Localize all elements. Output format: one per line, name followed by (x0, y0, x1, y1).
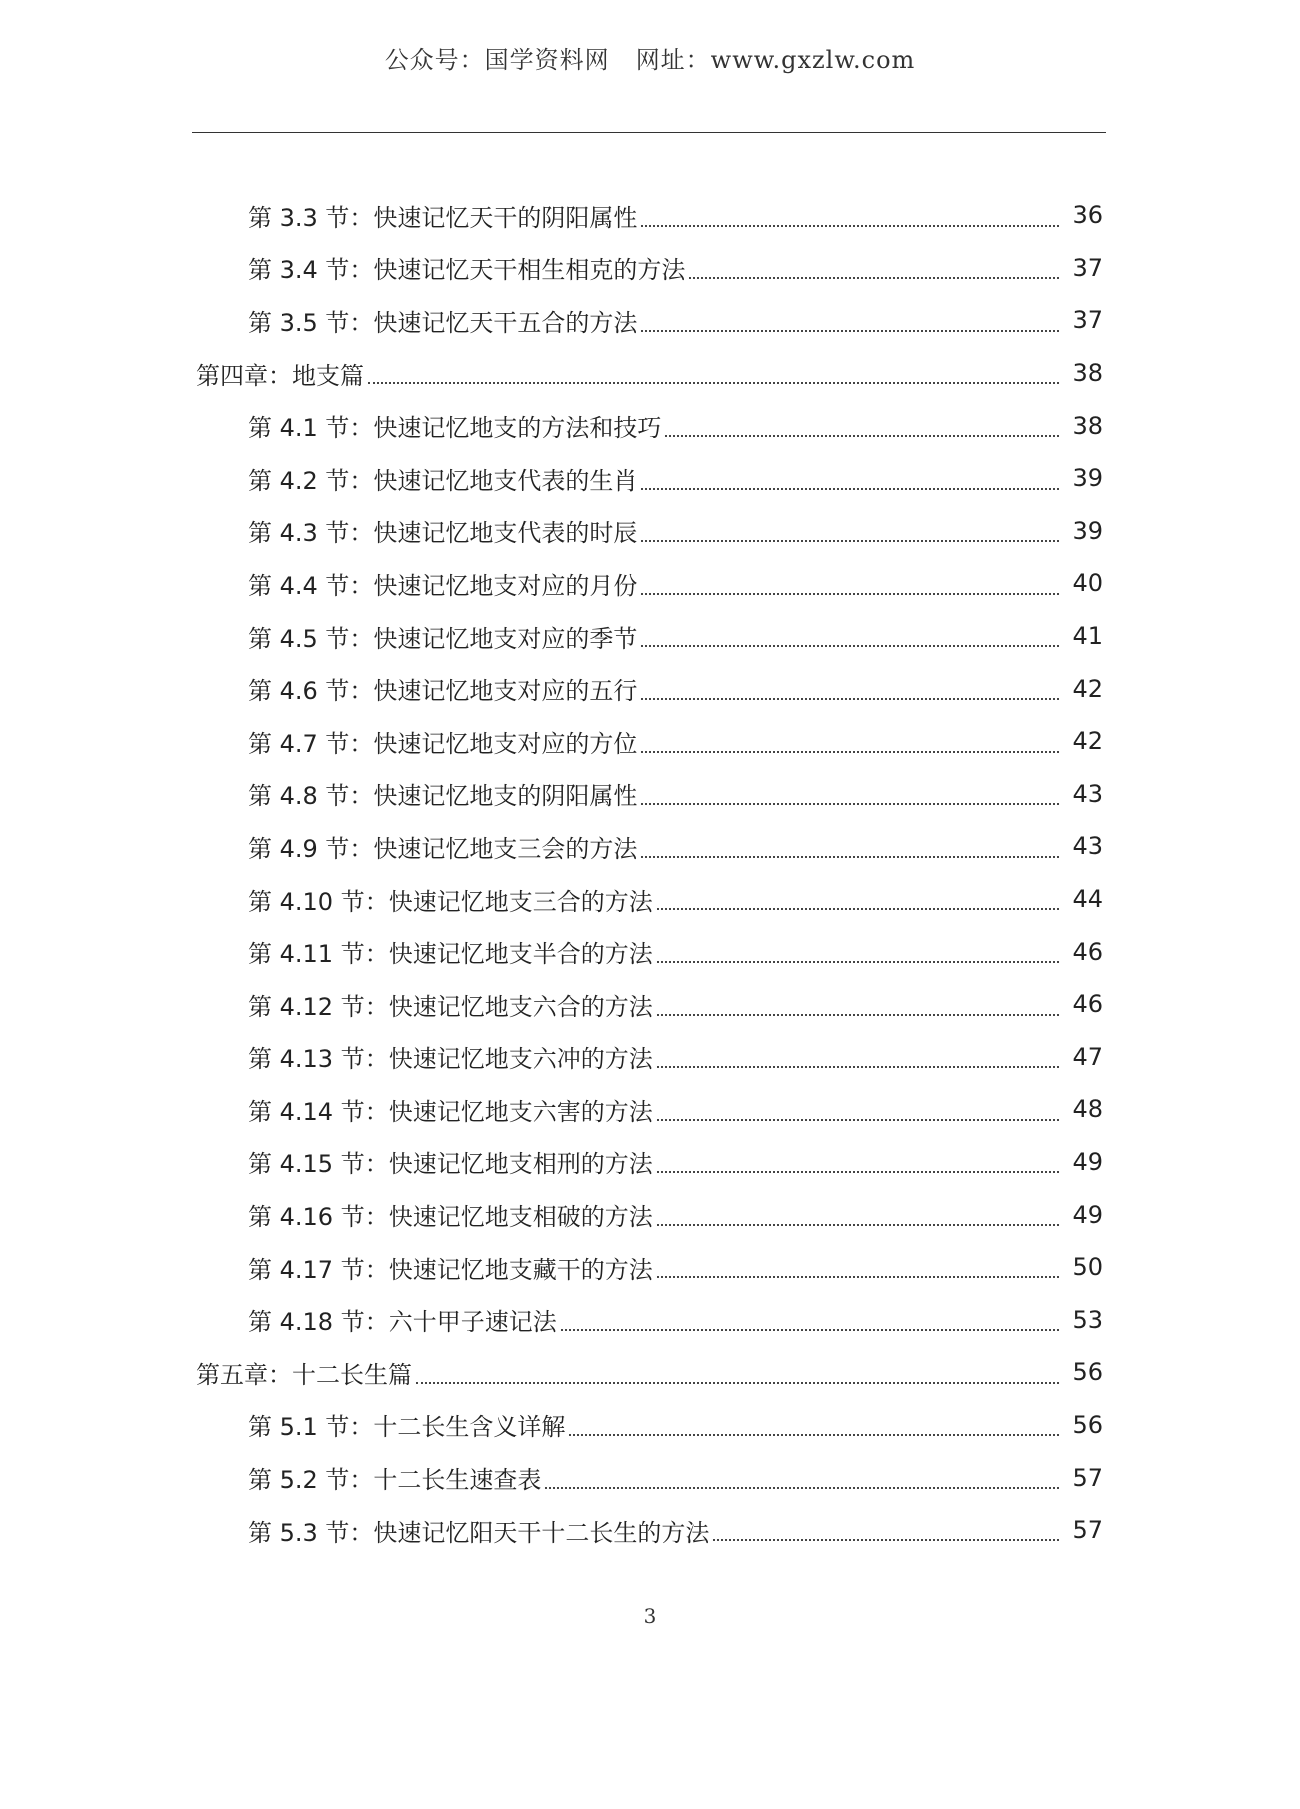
toc-dot-leader (569, 1434, 1059, 1436)
toc-entry-title: 第 4.5 节：快速记忆地支对应的季节 (248, 624, 638, 653)
toc-entry-title: 第 4.16 节：快速记忆地支相破的方法 (248, 1203, 653, 1232)
toc-section-entry[interactable] (0, 768, 1300, 821)
toc-section-entry[interactable] (0, 820, 1300, 873)
toc-entry-page: 49 (1072, 1200, 1103, 1229)
toc-dot-leader (657, 1276, 1059, 1278)
toc-entry-title: 第 4.7 节：快速记忆地支对应的方位 (248, 729, 638, 758)
page-header (0, 40, 1300, 75)
toc-dot-leader (641, 751, 1059, 753)
toc-section-entry[interactable] (0, 1293, 1300, 1346)
toc-entry-page: 37 (1072, 306, 1103, 335)
toc-dot-leader (545, 1487, 1059, 1489)
page-number: 3 (643, 1604, 657, 1628)
toc-section-entry[interactable] (0, 610, 1300, 663)
toc-entry-page: 57 (1072, 1463, 1103, 1492)
toc-dot-leader (641, 856, 1059, 858)
toc-section-entry[interactable] (0, 1136, 1300, 1189)
toc-entry-title: 第 4.18 节：六十甲子速记法 (248, 1308, 557, 1337)
toc-section-entry[interactable] (0, 399, 1300, 452)
toc-entry-title: 第 4.13 节：快速记忆地支六冲的方法 (248, 1045, 653, 1074)
toc-dot-leader (641, 540, 1059, 542)
toc-dot-leader (641, 593, 1059, 595)
toc-entry-title: 第 3.5 节：快速记忆天干五合的方法 (248, 308, 638, 337)
toc-section-entry[interactable] (0, 1399, 1300, 1452)
toc-section-entry[interactable] (0, 452, 1300, 505)
toc-entry-page: 50 (1072, 1253, 1103, 1282)
toc-dot-leader (641, 698, 1059, 700)
toc-entry-page: 56 (1072, 1410, 1103, 1439)
toc-dot-leader (689, 277, 1059, 279)
toc-section-entry[interactable] (0, 1451, 1300, 1504)
toc-entry-page: 43 (1072, 832, 1103, 861)
toc-entry-title: 第 4.11 节：快速记忆地支半合的方法 (248, 940, 653, 969)
toc-entry-title: 第 4.8 节：快速记忆地支的阴阳属性 (248, 782, 638, 811)
toc-entry-page: 41 (1072, 622, 1103, 651)
toc-section-entry[interactable] (0, 505, 1300, 558)
toc-dot-leader (561, 1329, 1059, 1331)
toc-entry-title: 第 4.17 节：快速记忆地支藏干的方法 (248, 1255, 653, 1284)
toc-entry-page: 42 (1072, 674, 1103, 703)
toc-entry-page: 46 (1072, 937, 1103, 966)
toc-entry-title: 第 4.4 节：快速记忆地支对应的月份 (248, 571, 638, 600)
toc-section-entry[interactable] (0, 1504, 1300, 1557)
toc-dot-leader (416, 1382, 1059, 1384)
toc-entry-page: 38 (1072, 359, 1103, 388)
toc-entry-page: 40 (1072, 569, 1103, 598)
toc-dot-leader (665, 435, 1059, 437)
toc-entry-page: 49 (1072, 1147, 1103, 1176)
toc-chapter-entry[interactable] (0, 347, 1300, 400)
toc-entry-title: 第 5.2 节：十二长生速查表 (248, 1466, 542, 1495)
toc-entry-title: 第 4.9 节：快速记忆地支三会的方法 (248, 834, 638, 863)
toc-dot-leader (657, 1014, 1059, 1016)
toc-section-entry[interactable] (0, 715, 1300, 768)
toc-entry-title: 第 4.1 节：快速记忆地支的方法和技巧 (248, 414, 662, 443)
toc-dot-leader (641, 803, 1059, 805)
toc-entry-title: 第 4.15 节：快速记忆地支相刑的方法 (248, 1150, 653, 1179)
toc-entry-title: 第 4.10 节：快速记忆地支三合的方法 (248, 887, 653, 916)
toc-dot-leader (641, 488, 1059, 490)
toc-entry-page: 42 (1072, 727, 1103, 756)
toc-section-entry[interactable] (0, 1031, 1300, 1084)
toc-dot-leader (641, 225, 1059, 227)
toc-dot-leader (641, 330, 1059, 332)
toc-entry-page: 53 (1072, 1305, 1103, 1334)
toc-dot-leader (713, 1539, 1059, 1541)
header-divider (192, 132, 1106, 133)
toc-entry-title: 第 4.2 节：快速记忆地支代表的生肖 (248, 466, 638, 495)
toc-section-entry[interactable] (0, 1241, 1300, 1294)
toc-entry-title: 第四章：地支篇 (196, 361, 364, 390)
toc-dot-leader (657, 1066, 1059, 1068)
toc-entry-page: 39 (1072, 516, 1103, 545)
toc-entry-title: 第 4.6 节：快速记忆地支对应的五行 (248, 677, 638, 706)
toc-entry-page: 56 (1072, 1358, 1103, 1387)
toc-section-entry[interactable] (0, 873, 1300, 926)
toc-dot-leader (641, 645, 1059, 647)
toc-entry-title: 第 4.12 节：快速记忆地支六合的方法 (248, 992, 653, 1021)
toc-entry-title: 第 3.4 节：快速记忆天干相生相克的方法 (248, 256, 686, 285)
toc-section-entry[interactable] (0, 189, 1300, 242)
toc-entry-page: 44 (1072, 885, 1103, 914)
toc-chapter-entry[interactable] (0, 1346, 1300, 1399)
toc-dot-leader (368, 382, 1059, 384)
toc-entry-title: 第 4.14 节：快速记忆地支六害的方法 (248, 1097, 653, 1126)
toc-entry-title: 第五章：十二长生篇 (196, 1360, 412, 1389)
toc-section-entry[interactable] (0, 662, 1300, 715)
toc-entry-page: 57 (1072, 1516, 1103, 1545)
toc-entry-title: 第 3.3 节：快速记忆天干的阴阳属性 (248, 203, 638, 232)
toc-entry-page: 39 (1072, 464, 1103, 493)
toc-entry-page: 47 (1072, 1042, 1103, 1071)
toc-entry-title: 第 4.3 节：快速记忆地支代表的时辰 (248, 519, 638, 548)
toc-entry-page: 36 (1072, 201, 1103, 230)
toc-section-entry[interactable] (0, 557, 1300, 610)
toc-entry-page: 38 (1072, 411, 1103, 440)
toc-section-entry[interactable] (0, 1083, 1300, 1136)
toc-dot-leader (657, 1119, 1059, 1121)
toc-entry-title: 第 5.3 节：快速记忆阳天干十二长生的方法 (248, 1518, 710, 1547)
toc-dot-leader (657, 1224, 1059, 1226)
toc-section-entry[interactable] (0, 242, 1300, 295)
toc-entry-page: 43 (1072, 779, 1103, 808)
header-account-name: 公众号：国学资料网 (384, 46, 610, 74)
toc-section-entry[interactable] (0, 978, 1300, 1031)
table-of-contents (0, 189, 1300, 1556)
toc-entry-page: 46 (1072, 990, 1103, 1019)
header-website: 网址：www.gxzlw.com (635, 46, 916, 74)
toc-entry-page: 48 (1072, 1095, 1103, 1124)
toc-dot-leader (657, 908, 1059, 910)
toc-section-entry[interactable] (0, 1188, 1300, 1241)
toc-dot-leader (657, 961, 1059, 963)
toc-entry-title: 第 5.1 节：十二长生含义详解 (248, 1413, 566, 1442)
toc-dot-leader (657, 1171, 1059, 1173)
toc-section-entry[interactable] (0, 925, 1300, 978)
toc-section-entry[interactable] (0, 294, 1300, 347)
toc-entry-page: 37 (1072, 253, 1103, 282)
